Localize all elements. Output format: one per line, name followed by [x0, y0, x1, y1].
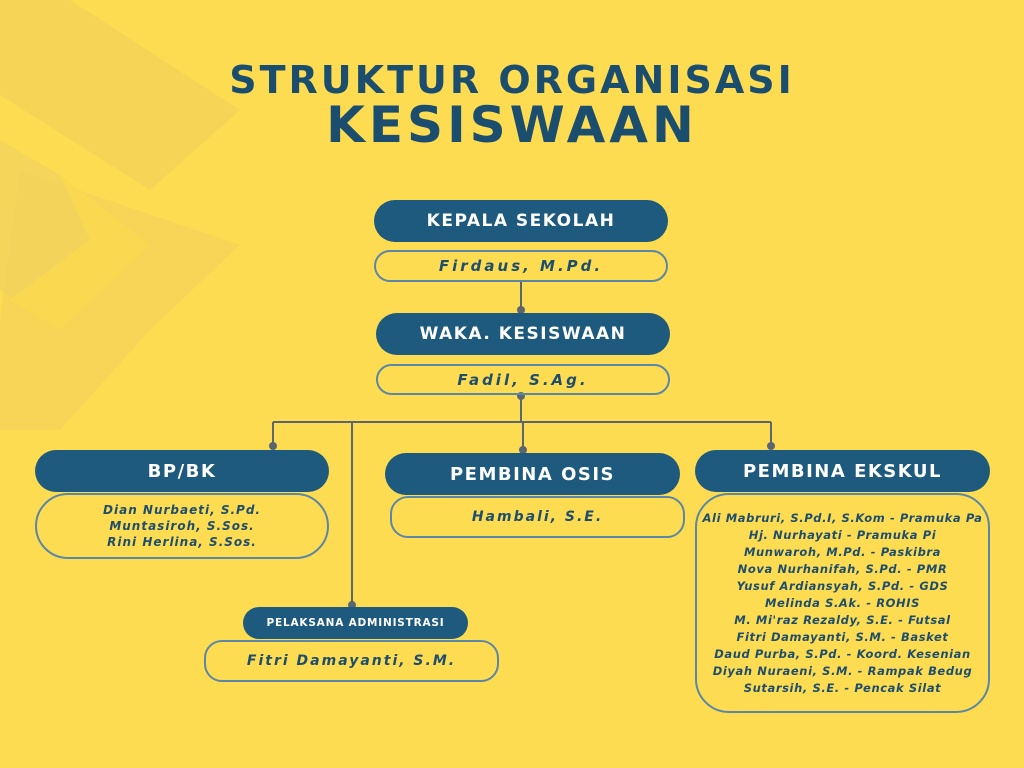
- pelaksana-administrasi-header: PELAKSANA ADMINISTRASI: [243, 607, 468, 639]
- page-subtitle: KESISWAAN: [326, 96, 698, 154]
- waka-kesiswaan-header: WAKA. KESISWAAN: [376, 313, 670, 355]
- pembina-ekskul-members: [695, 493, 990, 713]
- bpbk-member: Muntasiroh, S.Sos.: [109, 519, 255, 533]
- ekskul-member: Ali Mabruri, S.Pd.I, S.Kom - Pramuka Pa: [702, 510, 983, 525]
- ekskul-member: Nova Nurhanifah, S.Pd. - PMR: [737, 561, 948, 576]
- pembina-osis-name: Hambali, S.E.: [390, 496, 685, 538]
- bpbk-member: Dian Nurbaeti, S.Pd.: [103, 503, 261, 517]
- ekskul-member: M. Mi'raz Rezaldy, S.E. - Futsal: [734, 612, 951, 627]
- ekskul-member: Daud Purba, S.Pd. - Koord. Kesenian: [714, 646, 971, 661]
- bpbk-members: [35, 493, 329, 559]
- kepala-sekolah-name: Firdaus, M.Pd.: [374, 250, 668, 282]
- pelaksana-administrasi-name: Fitri Damayanti, S.M.: [204, 640, 499, 682]
- kepala-sekolah-header: KEPALA SEKOLAH: [374, 200, 668, 242]
- pembina-osis-header: PEMBINA OSIS: [385, 453, 680, 495]
- ekskul-member: Diyah Nuraeni, S.M. - Rampak Bedug: [712, 663, 973, 678]
- ekskul-member: Hj. Nurhayati - Pramuka Pi: [748, 527, 937, 542]
- bpbk-header: BP/BK: [35, 450, 329, 492]
- waka-kesiswaan-name: Fadil, S.Ag.: [376, 364, 670, 395]
- bpbk-member: Rini Herlina, S.Sos.: [107, 535, 257, 549]
- ekskul-member: Melinda S.Ak. - ROHIS: [764, 595, 921, 610]
- page-title: STRUKTUR ORGANISASI: [229, 58, 795, 102]
- ekskul-member: Sutarsih, S.E. - Pencak Silat: [743, 680, 942, 695]
- pembina-ekskul-header: PEMBINA EKSKUL: [695, 450, 990, 492]
- ekskul-member: Fitri Damayanti, S.M. - Basket: [736, 629, 949, 644]
- ekskul-member: Munwaroh, M.Pd. - Paskibra: [743, 544, 942, 559]
- ekskul-member: Yusuf Ardiansyah, S.Pd. - GDS: [736, 578, 949, 593]
